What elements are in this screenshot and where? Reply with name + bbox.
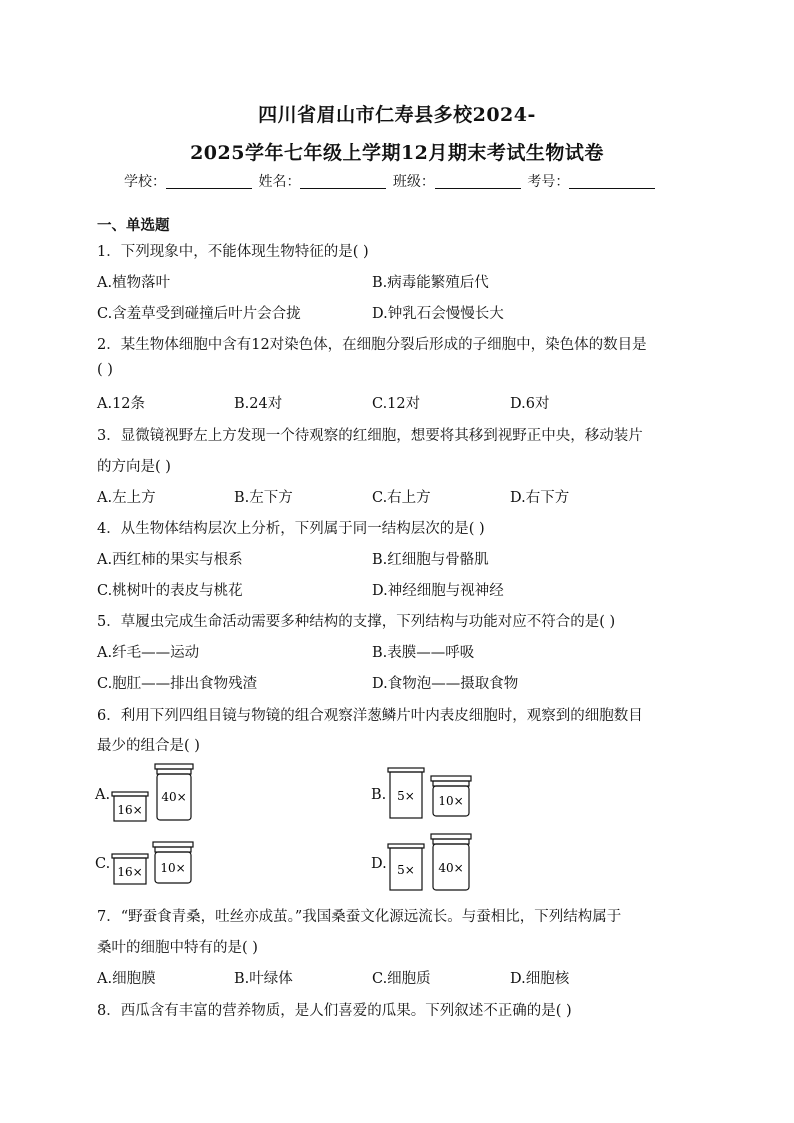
exam-title-line2: 2025学年七年级上学期12月期末考试生物试卷 — [190, 142, 604, 164]
objective-icon — [153, 842, 193, 883]
q1-option-a[interactable]: A.植物落叶 — [97, 275, 171, 291]
q6-lens-pair-a — [108, 760, 200, 826]
q6-option-b[interactable]: B. — [371, 787, 387, 803]
question-8-stem: 8．西瓜含有丰富的营养物质，是人们喜爱的瓜果。下列叙述不正确的是( ) — [97, 1003, 572, 1019]
q7-option-b[interactable]: B.叶绿体 — [234, 971, 293, 987]
q7-option-c[interactable]: C.细胞质 — [372, 971, 431, 987]
q2-option-d[interactable]: D.6对 — [510, 396, 550, 412]
q6-lens-pair-d — [384, 832, 480, 894]
question-2-stem-line2: ( ) — [97, 362, 113, 378]
q1-option-c[interactable]: C.含羞草受到碰撞后叶片会合拢 — [97, 306, 301, 322]
class-blank[interactable] — [435, 174, 521, 189]
question-5-stem: 5．草履虫完成生命活动需要多种结构的支撑，下列结构与功能对应不符合的是( ) — [97, 614, 616, 630]
q6-option-c[interactable]: C. — [95, 856, 111, 872]
question-2-stem-line1: 2．某生物体细胞中含有12对染色体，在细胞分裂后形成的子细胞中，染色体的数目是 — [97, 337, 647, 353]
q6b-eyepiece-label: 5× — [397, 789, 415, 803]
q6-option-d[interactable]: D. — [371, 856, 387, 872]
objective-icon — [431, 834, 471, 890]
q3-option-d[interactable]: D.右下方 — [510, 490, 570, 506]
q6c-eyepiece-label: 16× — [117, 865, 143, 879]
q7-option-d[interactable]: D.细胞核 — [510, 971, 570, 987]
exam-title-line1: 四川省眉山市仁寿县多校2024- — [258, 104, 536, 126]
q2-option-b[interactable]: B.24对 — [234, 396, 283, 412]
eyepiece-icon — [388, 844, 424, 890]
q6d-objective-label: 40× — [438, 861, 464, 875]
q5-option-c[interactable]: C.胞肛——排出食物残渣 — [97, 676, 258, 692]
q6-option-a[interactable]: A. — [95, 787, 111, 803]
school-label: 学校： — [124, 174, 166, 190]
q5-option-d[interactable]: D.食物泡——摄取食物 — [372, 676, 519, 692]
class-label: 班级： — [392, 174, 435, 190]
q6d-eyepiece-label: 5× — [397, 863, 415, 877]
exam-number-label: 考号： — [527, 174, 570, 190]
q3-option-a[interactable]: A.左上方 — [97, 490, 156, 506]
objective-icon — [431, 776, 471, 816]
q3-option-b[interactable]: B.左下方 — [234, 490, 293, 506]
q1-option-b[interactable]: B.病毒能繁殖后代 — [372, 275, 489, 291]
q1-option-d[interactable]: D.钟乳石会慢慢长大 — [372, 306, 504, 322]
eyepiece-icon — [112, 854, 148, 884]
section-title: 一、单选题 — [97, 217, 170, 234]
q6-lens-pair-b — [384, 762, 480, 824]
q6a-objective-label: 40× — [161, 790, 187, 804]
name-blank[interactable] — [300, 174, 386, 189]
q4-option-c[interactable]: C.桃树叶的表皮与桃花 — [97, 583, 243, 599]
question-6-stem-line2: 最少的组合是( ) — [97, 738, 200, 754]
q3-option-c[interactable]: C.右上方 — [372, 490, 431, 506]
eyepiece-icon — [112, 792, 148, 821]
question-4-stem: 4．从生物体结构层次上分析，下列属于同一结构层次的是( ) — [97, 521, 485, 537]
question-3-stem-line1: 3．显微镜视野左上方发现一个待观察的红细胞，想要将其移到视野正中央，移动装片 — [97, 428, 643, 444]
objective-icon — [155, 764, 193, 820]
question-6-stem-line1: 6．利用下列四组目镜与物镜的组合观察洋葱鳞片叶内表皮细胞时，观察到的细胞数目 — [97, 708, 643, 724]
school-blank[interactable] — [166, 174, 252, 189]
exam-number-blank[interactable] — [569, 174, 655, 189]
name-label: 姓名： — [258, 174, 301, 190]
q4-option-d[interactable]: D.神经细胞与视神经 — [372, 583, 504, 599]
q5-option-a[interactable]: A.纤毛——运动 — [97, 645, 200, 661]
question-7-stem-line2: 桑叶的细胞中特有的是( ) — [97, 940, 258, 956]
q6c-objective-label: 10× — [160, 861, 186, 875]
q4-option-b[interactable]: B.红细胞与骨骼肌 — [372, 552, 489, 568]
q6b-objective-label: 10× — [438, 794, 464, 808]
eyepiece-icon — [388, 768, 424, 818]
q5-option-b[interactable]: B.表膜——呼吸 — [372, 645, 475, 661]
q2-option-c[interactable]: C.12对 — [372, 396, 421, 412]
question-1-stem: 1．下列现象中，不能体现生物特征的是( ) — [97, 244, 369, 260]
q4-option-a[interactable]: A.西红柿的果实与根系 — [97, 552, 243, 568]
question-7-stem-line1: 7．“野蚕食青桑，吐丝亦成茧。”我国桑蚕文化源远流长。与蚕相比，下列结构属于 — [97, 909, 622, 925]
q6a-eyepiece-label: 16× — [117, 803, 143, 817]
question-3-stem-line2: 的方向是( ) — [97, 459, 171, 475]
student-info-row — [124, 171, 657, 191]
q2-option-a[interactable]: A.12条 — [97, 396, 146, 412]
q7-option-a[interactable]: A.细胞膜 — [97, 971, 156, 987]
q6-lens-pair-c — [108, 838, 200, 888]
